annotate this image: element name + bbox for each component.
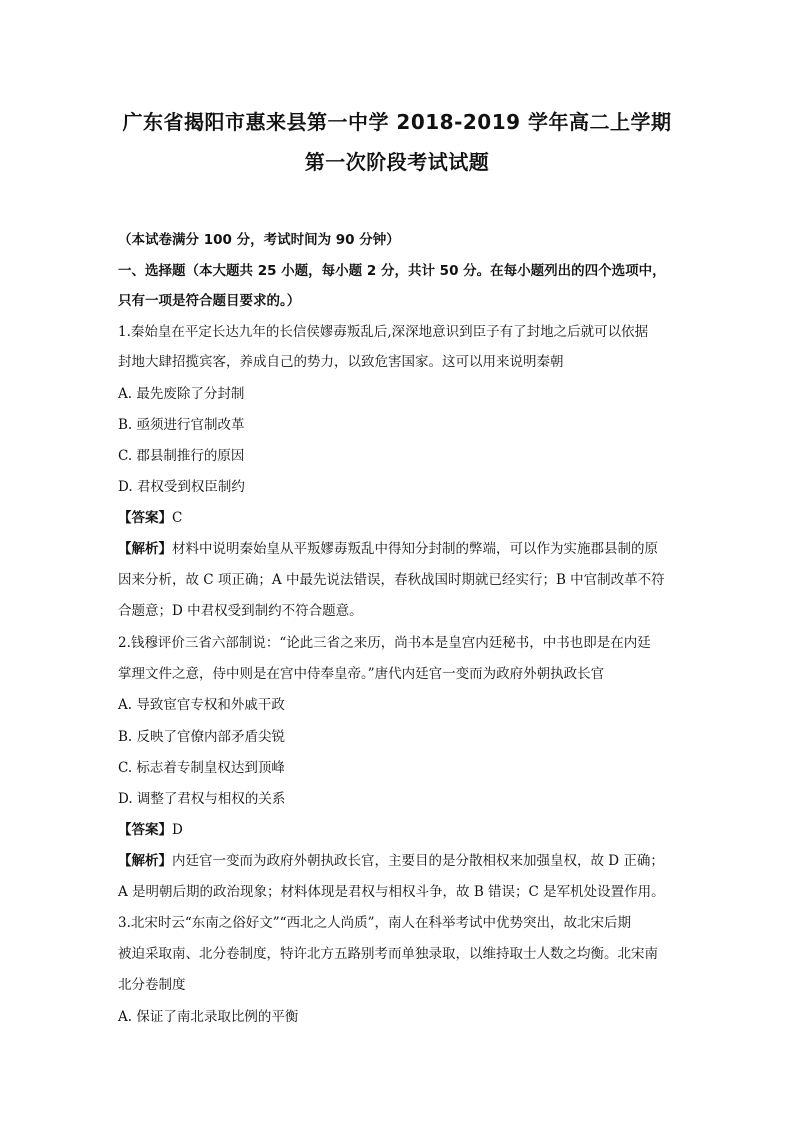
section-heading-line1: 一、选择题（本大题共 25 小题，每小题 2 分，共计 50 分。在每小题列出的四个选项中， [118,263,666,279]
q2-answer-label: 【答案】 [118,822,172,838]
q1-answer-label: 【答案】 [118,510,172,526]
q1-option-d: D. 君权受到权臣制约 [118,479,245,495]
q2-option-a: A. 导致宦官专权和外戚干政 [118,697,285,713]
document-title-line2: 第一次阶段考试试题 [304,150,490,174]
q2-analysis-line1 [118,851,688,871]
section-heading-line2: 只有一项是符合题目要求的。） [118,293,301,309]
q1-option-c: C. 郡县制推行的原因 [118,448,245,464]
q2-option-d: D. 调整了君权与相权的关系 [118,791,286,807]
q1-analysis-line3: 合题意；D 中君权受到制约不符合题意。 [118,603,363,619]
q1-option-b: B. 亟须进行官制改革 [118,417,245,433]
q2-stem-line2: 掌理文件之意，侍中则是在宫中侍奉皇帝。”唐代内廷官一变而为政府外朝执政长官 [118,666,605,682]
q1-answer-value: C [172,510,183,526]
q1-answer [118,508,688,528]
q1-stem-line2: 封地大肆招揽宾客，养成自己的势力，以致危害国家。这可以用来说明秦朝 [118,354,564,370]
document-title-line1: 广东省揭阳市惠来县第一中学 2018-2019 学年高二上学期 [122,110,672,134]
q1-analysis-text1: 材料中说明秦始皇从平叛嫪毐叛乱中得知分封制的弊端，可以作为实施郡县制的原 [172,541,658,557]
q3-stem-line2: 被迫采取南、北分卷制度，特许北方五路别考而单独录取，以维持取士人数之均衡。北宋南 [118,946,658,962]
q3-stem-line3: 北分卷制度 [118,977,186,993]
q2-answer-value: D [172,822,183,838]
q1-analysis-line1 [118,539,688,559]
q2-option-c: C. 标志着专制皇权达到顶峰 [118,760,285,776]
q2-analysis-line2: A 是明朝后期的政治现象；材料体现是君权与相权斗争，故 B 错误；C 是军机处设置作用。 [118,884,665,900]
q2-analysis-label: 【解析】 [118,853,172,869]
q1-option-a: A. 最先废除了分封制 [118,386,245,402]
exam-note: （本试卷满分 100 分，考试时间为 90 分钟） [118,232,400,248]
q3-stem-line1: 3.北宋时云“东南之俗好文”“西北之人尚质”，南人在科举考试中优势突出，故北宋后期 [118,915,631,931]
q1-analysis-line2: 因来分析，故 C 项正确；A 中最先说法错误，春秋战国时期就已经实行；B 中官制改革不符 [118,572,665,588]
q1-analysis-label: 【解析】 [118,541,172,557]
q1-stem-line1: 1.秦始皇在平定长达九年的长信侯嫪毐叛乱后,深深地意识到臣子有了封地之后就可以依据 [118,324,649,340]
q2-stem-line1: 2.钱穆评价三省六部制说：“论此三省之来历，尚书本是皇宫内廷秘书，中书也即是在内廷 [118,635,651,651]
q2-analysis-text1: 内廷官一变而为政府外朝执政长官，主要目的是分散相权来加强皇权，故 D 正确； [172,853,664,869]
q2-option-b: B. 反映了官僚内部矛盾尖锐 [118,729,286,745]
q2-answer [118,820,688,840]
q3-option-a: A. 保证了南北录取比例的平衡 [118,1009,299,1025]
